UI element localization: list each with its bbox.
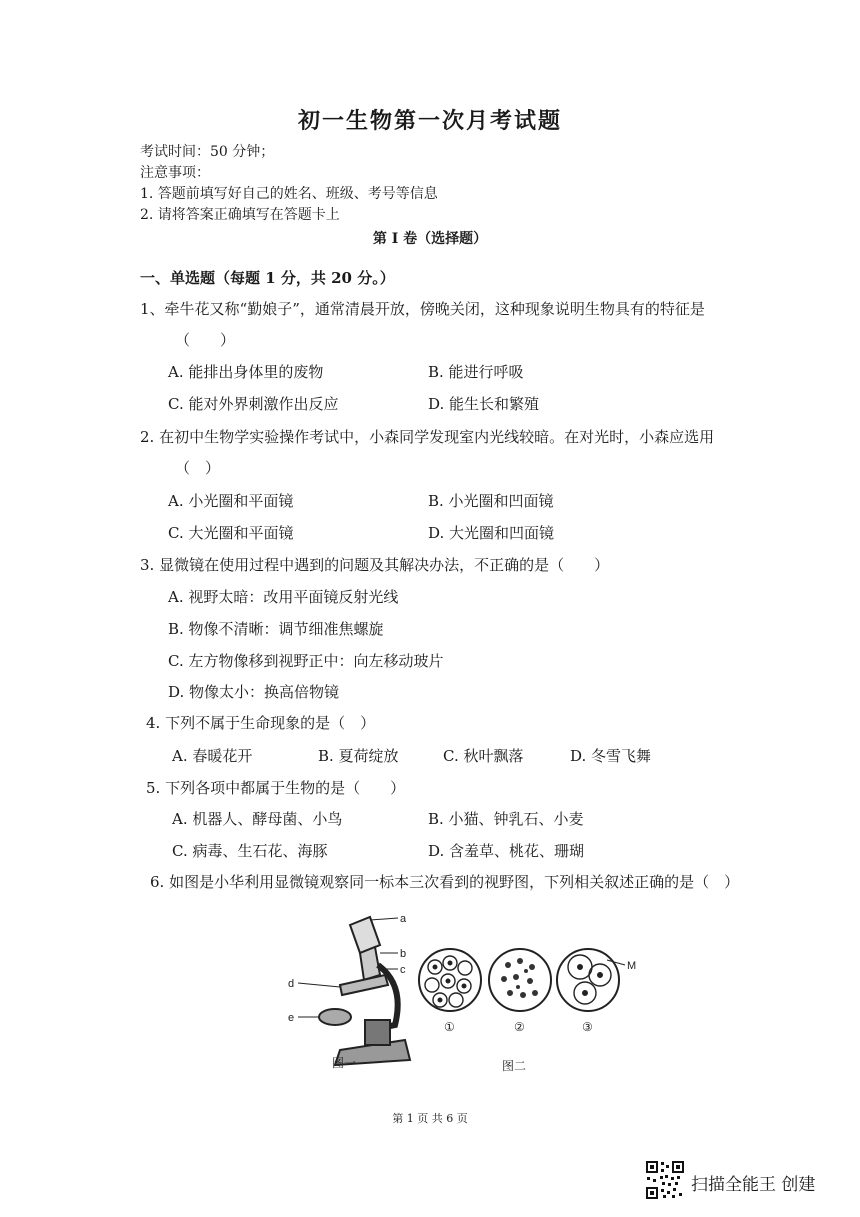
option-b: B. 小光圈和凹面镜 — [428, 492, 554, 510]
figure-caption-1: 图一 — [332, 1056, 357, 1070]
question-stem: 2. 在初中生物学实验操作考试中，小森同学发现室内光线较暗。在对光时，小森应选用 — [140, 428, 715, 446]
question-stem: 4. 下列不属于生命现象的是（ ） — [146, 714, 376, 732]
option-a: A. 视野太暗：改用平面镜反射光线 — [168, 588, 399, 606]
notice-item: 1. 答题前填写好自己的姓名、班级、考号等信息 — [140, 186, 438, 202]
figure-caption-2: 图二 — [502, 1059, 527, 1073]
option-a: A. 小光圈和平面镜 — [168, 492, 294, 510]
microscope-figure — [280, 905, 660, 1080]
microscope-icon — [319, 917, 410, 1065]
option-b: B. 能进行呼吸 — [428, 363, 524, 381]
label-b: b — [400, 948, 407, 960]
option-c: C. 病毒、生石花、海豚 — [172, 842, 328, 860]
exam-title: 初一生物第一次月考试题 — [297, 108, 562, 134]
answer-blank: （ ） — [175, 331, 236, 349]
question-stem: 5. 下列各项中都属于生物的是（ ） — [146, 779, 406, 797]
label-d: d — [288, 978, 295, 990]
qr-code-icon — [645, 1160, 685, 1200]
question-stem: 6. 如图是小华利用显微镜观察同一标本三次看到的视野图，下列相关叙述正确的是（ ） — [150, 873, 740, 891]
part-title: 一、单选题（每题 1 分，共 20 分。） — [140, 269, 395, 287]
label-e: e — [288, 1012, 295, 1024]
option-c: C. 能对外界刺激作出反应 — [168, 395, 339, 413]
option-d: D. 能生长和繁殖 — [428, 395, 540, 413]
option-d: D. 大光圈和凹面镜 — [428, 524, 555, 542]
view-circle-1 — [419, 949, 481, 1011]
label-a: a — [400, 913, 407, 925]
option-a: A. 春暖花开 — [172, 747, 253, 765]
option-a: A. 机器人、酵母菌、小鸟 — [172, 810, 343, 828]
section-title: 第 I 卷（选择题） — [372, 231, 488, 247]
option-b: B. 物像不清晰：调节细准焦螺旋 — [168, 620, 384, 638]
view-circle-2 — [489, 949, 551, 1011]
question-stem: 3. 显微镜在使用过程中遇到的问题及其解决办法，不正确的是（ ） — [140, 556, 610, 574]
notice-heading: 注意事项： — [140, 165, 210, 181]
option-c: C. 秋叶飘落 — [443, 747, 524, 765]
question-stem: 1、牵牛花又称“勤娘子”，通常清晨开放，傍晚关闭，这种现象说明生物具有的特征是 — [140, 300, 705, 318]
page-footer: 第 1 页 共 6 页 — [392, 1112, 468, 1125]
exam-time: 考试时间：50 分钟； — [140, 144, 275, 160]
label-c: c — [400, 964, 406, 976]
notice-item: 2. 请将答案正确填写在答题卡上 — [140, 207, 340, 223]
option-c: C. 左方物像移到视野正中：向左移动玻片 — [168, 652, 444, 670]
label-m: M — [627, 960, 637, 972]
option-d: D. 冬雪飞舞 — [570, 747, 652, 765]
option-a: A. 能排出身体里的废物 — [168, 363, 324, 381]
option-d: D. 物像太小：换高倍物镜 — [168, 683, 340, 701]
view-circle-3 — [557, 949, 625, 1011]
view-number-1: ① — [444, 1020, 455, 1034]
view-number-2: ② — [514, 1020, 525, 1034]
option-c: C. 大光圈和平面镜 — [168, 524, 294, 542]
option-b: B. 小猫、钟乳石、小麦 — [428, 810, 584, 828]
view-number-3: ③ — [582, 1020, 593, 1034]
option-b: B. 夏荷绽放 — [318, 747, 399, 765]
option-d: D. 含羞草、桃花、珊瑚 — [428, 842, 585, 860]
scanner-watermark: 扫描全能王 创建 — [691, 1175, 816, 1195]
answer-blank: （ ） — [175, 459, 221, 477]
